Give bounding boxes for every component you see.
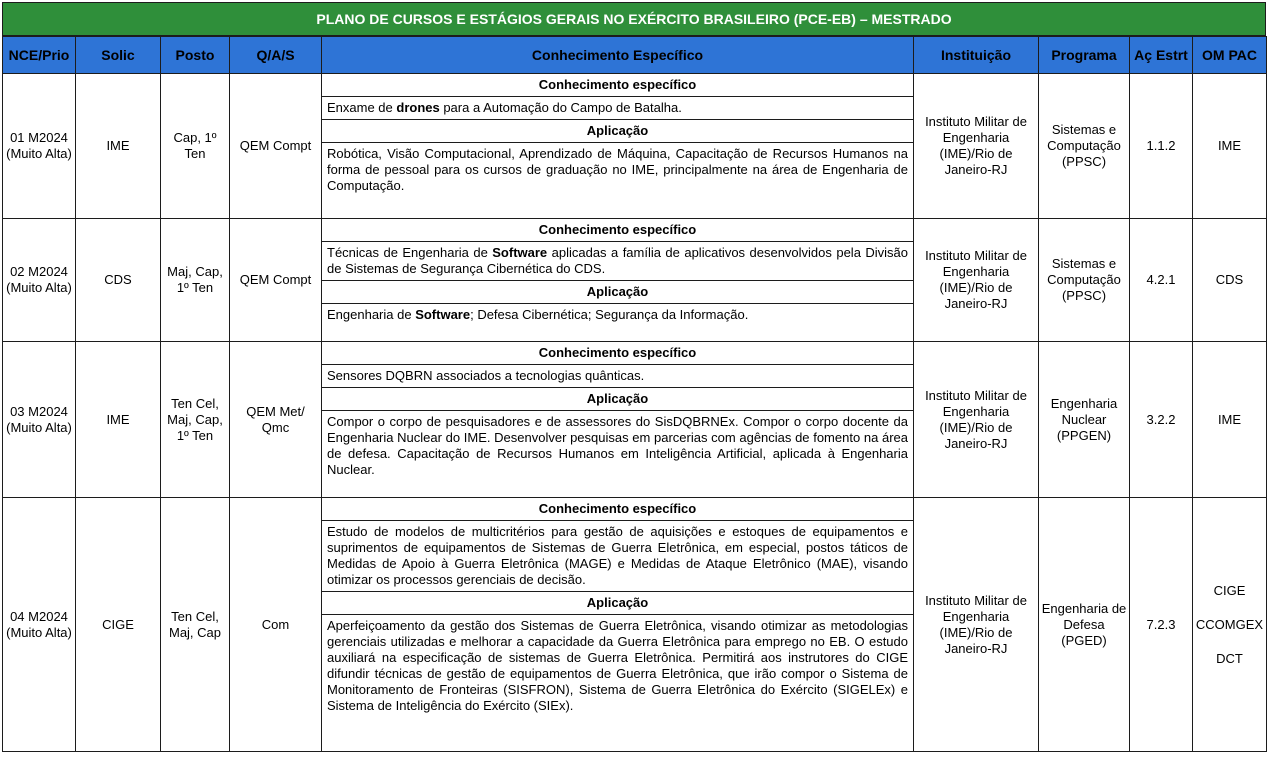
cell-acao: 7.2.3 xyxy=(1130,498,1193,752)
courses-table xyxy=(2,36,1267,752)
application-text: Robótica, Visão Computacional, Aprendizado de Máquina, Capacitação de Recursos Humanos na forma de pessoal para os cursos de graduação no IME, principalmente na área de Engenharia de Computação. xyxy=(327,146,908,193)
table-row xyxy=(3,219,1267,342)
cell-programa: Engenharia de Defesa (PGED) xyxy=(1039,498,1130,752)
application-heading: Aplicação xyxy=(322,592,913,615)
application-heading: Aplicação xyxy=(322,281,913,304)
cell-instituicao: Instituto Militar de Engenharia (IME)/Rio de Janeiro-RJ xyxy=(914,219,1039,342)
cell-instituicao: Instituto Militar de Engenharia (IME)/Rio de Janeiro-RJ xyxy=(914,498,1039,752)
col-acao-estrategica: Aç Estrt xyxy=(1130,37,1193,74)
cell-acao: 3.2.2 xyxy=(1130,342,1193,498)
col-solic: Solic xyxy=(76,37,161,74)
cell-posto: Maj, Cap, 1º Ten xyxy=(161,219,230,342)
knowledge-heading: Conhecimento específico xyxy=(322,74,913,97)
col-conhecimento: Conhecimento Específico xyxy=(322,37,914,74)
col-programa: Programa xyxy=(1039,37,1130,74)
cell-knowledge xyxy=(322,342,914,498)
table-row xyxy=(3,74,1267,219)
cell-qas: QEM Met/ Qmc xyxy=(230,342,322,498)
cell-posto: Cap, 1º Ten xyxy=(161,74,230,219)
cell-solic: IME xyxy=(76,74,161,219)
col-posto: Posto xyxy=(161,37,230,74)
cell-qas: QEM Compt xyxy=(230,74,322,219)
header-row xyxy=(3,37,1267,74)
cell-programa: Sistemas e Computação (PPSC) xyxy=(1039,219,1130,342)
document-title: PLANO DE CURSOS E ESTÁGIOS GERAIS NO EXÉRCITO BRASILEIRO (PCE-EB) – MESTRADO xyxy=(2,2,1266,36)
knowledge-text: Técnicas de Engenharia de Software aplicadas a família de aplicativos desenvolvidos pela Divisão de Sistemas de Segurança Cibernética do CDS. xyxy=(322,242,913,281)
cell-knowledge xyxy=(322,219,914,342)
cell-posto: Ten Cel, Maj, Cap xyxy=(161,498,230,752)
cell-qas: QEM Compt xyxy=(230,219,322,342)
knowledge-heading: Conhecimento específico xyxy=(322,342,913,365)
cell-solic: IME xyxy=(76,342,161,498)
cell-instituicao: Instituto Militar de Engenharia (IME)/Rio de Janeiro-RJ xyxy=(914,342,1039,498)
cell-programa: Sistemas e Computação (PPSC) xyxy=(1039,74,1130,219)
application-text: Aperfeiçoamento da gestão dos Sistemas de Guerra Eletrônica, visando otimizar as metodologias gerenciais utilizadas e melhorar a capacidade da Guerra Eletrônica para emprego no EB. O estudo auxiliará na especificação de sistemas de Guerra Eletrônica. Permitirá aos instrutores do CIGE difundir técnicas de gestão de equipamentos de Guerra Eletrônica, que irão compor o Sistema de Monitoramento de Fronteiras (SISFRON), Sistema de Guerra Eletrônica do Exército (SIGELEx) e Sistema de Inteligência do Exército (SIEx). xyxy=(327,618,908,713)
cell-acao: 4.2.1 xyxy=(1130,219,1193,342)
cell-solic: CIGE xyxy=(76,498,161,752)
cell-knowledge xyxy=(322,74,914,219)
col-instituicao: Instituição xyxy=(914,37,1039,74)
cell-om-pac: IME xyxy=(1193,342,1267,498)
application-heading: Aplicação xyxy=(322,388,913,411)
knowledge-heading: Conhecimento específico xyxy=(322,498,913,521)
cell-om-pac: IME xyxy=(1193,74,1267,219)
cell-nce: 03 M2024 (Muito Alta) xyxy=(3,342,76,498)
application-text: Engenharia de Software; Defesa Cibernética; Segurança da Informação. xyxy=(327,307,749,322)
cell-posto: Ten Cel, Maj, Cap, 1º Ten xyxy=(161,342,230,498)
knowledge-text: Enxame de drones para a Automação do Campo de Batalha. xyxy=(322,97,913,120)
knowledge-heading: Conhecimento específico xyxy=(322,219,913,242)
cell-nce: 02 M2024 (Muito Alta) xyxy=(3,219,76,342)
col-om-pac: OM PAC xyxy=(1193,37,1267,74)
cell-om-pac: CIGE CCOMGEX DCT xyxy=(1193,498,1267,752)
table-row xyxy=(3,342,1267,498)
col-nce-prio: NCE/Prio xyxy=(3,37,76,74)
cell-qas: Com xyxy=(230,498,322,752)
cell-acao: 1.1.2 xyxy=(1130,74,1193,219)
cell-programa: Engenharia Nuclear (PPGEN) xyxy=(1039,342,1130,498)
cell-knowledge xyxy=(322,498,914,752)
cell-nce: 04 M2024 (Muito Alta) xyxy=(3,498,76,752)
application-text: Compor o corpo de pesquisadores e de assessores do SisDQBRNEx. Compor o corpo docente da Engenharia Nuclear do IME. Desenvolver pesquisas em parcerias com agências de fomento na área de defesa. Capacitação de Recursos Humanos em Inteligência Artificial, aplicada à Engenharia Nuclear. xyxy=(327,414,908,477)
col-qas: Q/A/S xyxy=(230,37,322,74)
knowledge-text: Sensores DQBRN associados a tecnologias quânticas. xyxy=(322,365,913,388)
application-heading: Aplicação xyxy=(322,120,913,143)
cell-solic: CDS xyxy=(76,219,161,342)
table-row xyxy=(3,498,1267,752)
cell-om-pac: CDS xyxy=(1193,219,1267,342)
cell-instituicao: Instituto Militar de Engenharia (IME)/Rio de Janeiro-RJ xyxy=(914,74,1039,219)
cell-nce: 01 M2024 (Muito Alta) xyxy=(3,74,76,219)
knowledge-text: Estudo de modelos de multicritérios para gestão de aquisições e estoques de equipamentos e suprimentos de equipamentos de Sistemas de Guerra Eletrônica, em especial, postos táticos de Medidas de Apoio à Guerra Eletrônica (MAGE) e Medidas de Ataque Eletrônico (MAE), visando otimizar os processos gerenciais de decisão. xyxy=(322,521,913,592)
